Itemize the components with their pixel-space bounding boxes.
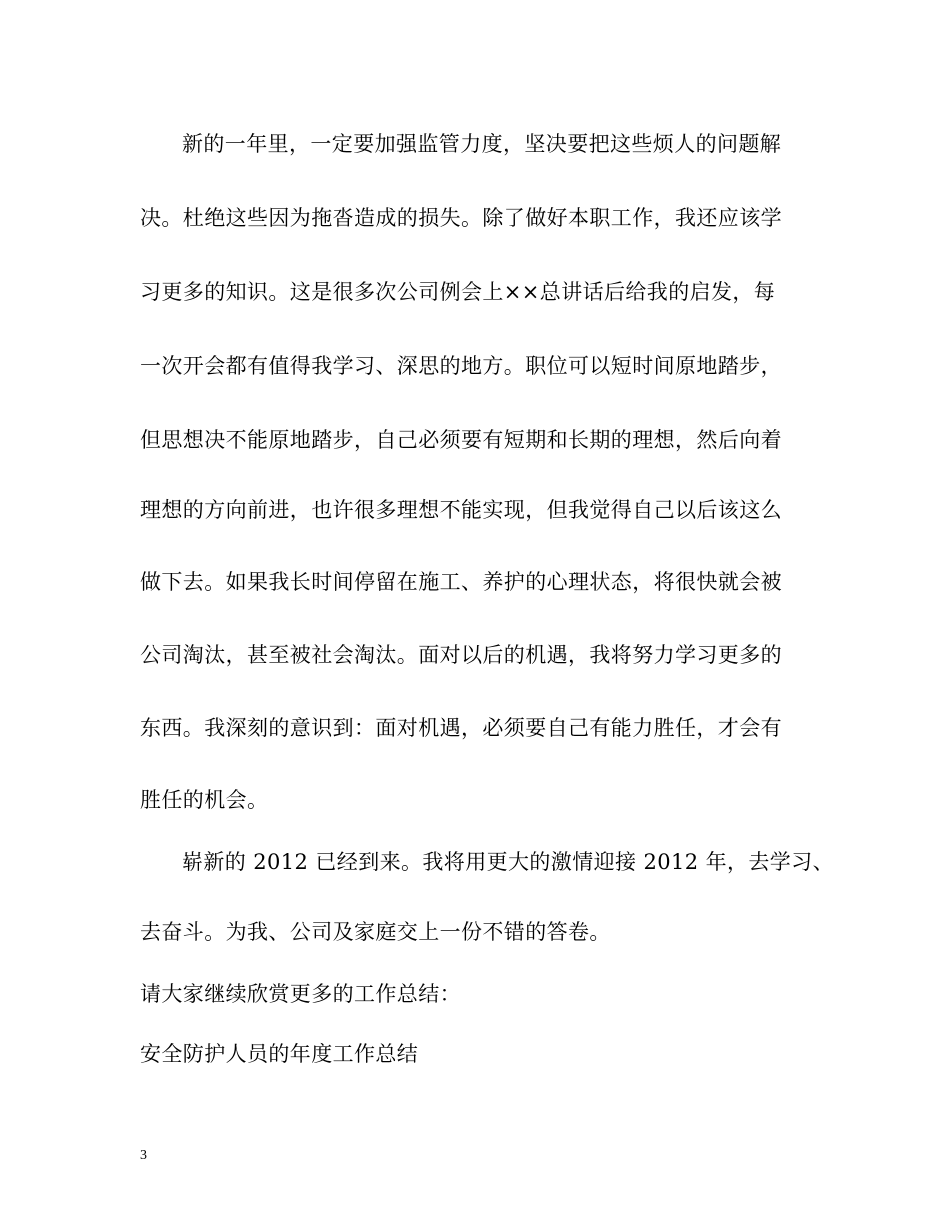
more-summaries-prompt: 请大家继续欣赏更多的工作总结： xyxy=(140,982,461,1006)
paragraph-2-line-2: 去奋斗。为我、公司及家庭交上一份不错的答卷。 xyxy=(140,920,611,944)
paragraph-1-line-8: 公司淘汰，甚至被社会淘汰。面对以后的机遇，我将努力学习更多的 xyxy=(140,643,782,667)
paragraph-1-line-6: 理想的方向前进，也许很多理想不能实现，但我觉得自己以后该这么 xyxy=(140,498,782,522)
paragraph-1-line-7: 做下去。如果我长时间停留在施工、养护的心理状态，将很快就会被 xyxy=(140,570,782,594)
related-article-title: 安全防护人员的年度工作总结 xyxy=(140,1042,419,1066)
paragraph-1-line-5: 但思想决不能原地踏步，自己必须要有短期和长期的理想，然后向着 xyxy=(140,428,782,452)
paragraph-1-line-1: 新的一年里，一定要加强监管力度，坚决要把这些烦人的问题解 xyxy=(182,132,782,156)
paragraph-1-line-9: 东西。我深刻的意识到：面对机遇，必须要自己有能力胜任，才会有 xyxy=(140,716,782,740)
paragraph-1-line-3: 习更多的知识。这是很多次公司例会上××总讲话后给我的启发，每 xyxy=(140,280,776,304)
page-number: 3 xyxy=(140,1148,147,1163)
paragraph-1-line-2: 决。杜绝这些因为拖沓造成的损失。除了做好本职工作，我还应该学 xyxy=(140,206,782,230)
paragraph-2-line-1: 崭新的 2012 已经到来。我将用更大的激情迎接 2012 年，去学习、 xyxy=(182,850,834,874)
paragraph-1-line-4: 一次开会都有值得我学习、深思的地方。职位可以短时间原地踏步， xyxy=(140,354,782,378)
paragraph-1-line-10: 胜任的机会。 xyxy=(140,788,269,812)
